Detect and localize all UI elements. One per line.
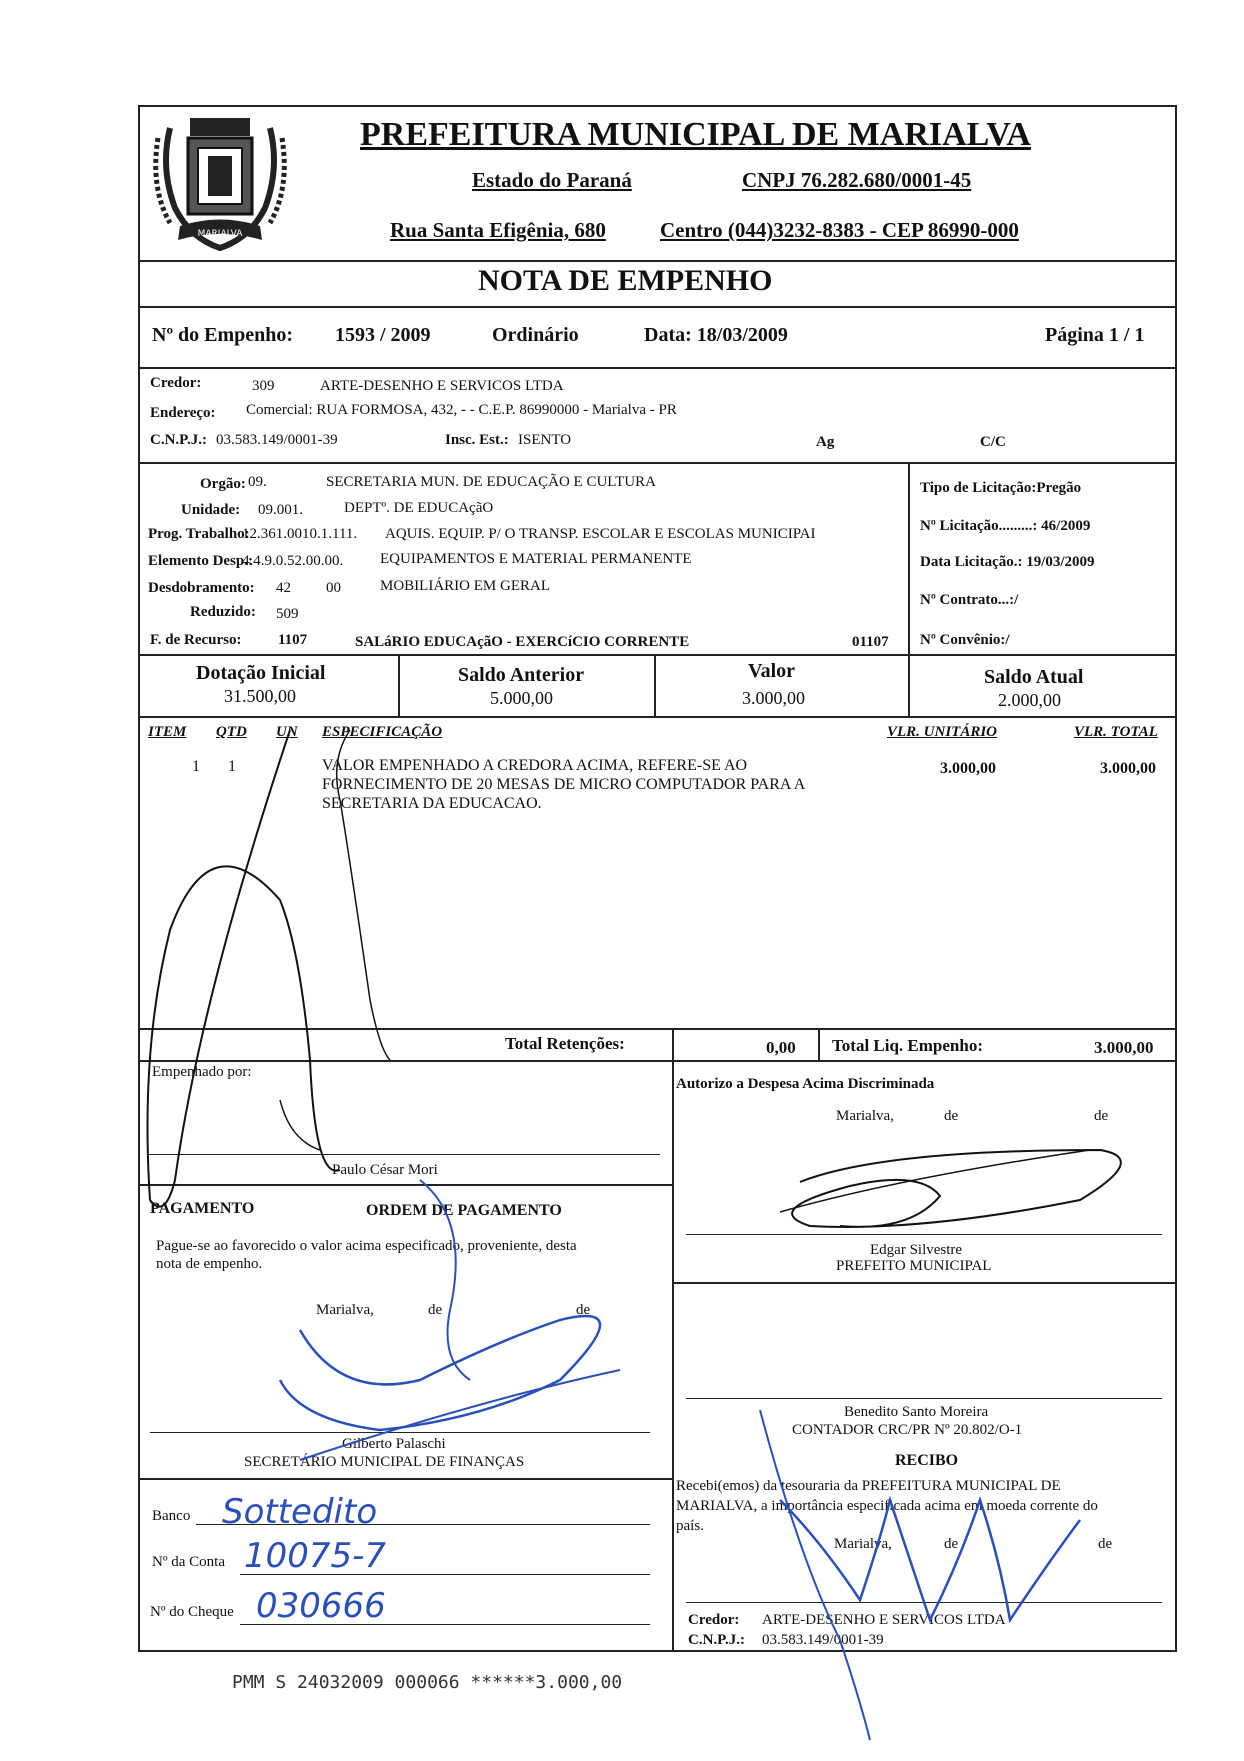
saldo-atual-value: 2.000,00 [998, 690, 1061, 710]
item-qtd: 1 [228, 758, 236, 775]
desd-label: Desdobramento: [148, 580, 255, 596]
svg-text:MARIALVA: MARIALVA [197, 229, 243, 239]
divider [138, 367, 1177, 369]
recibo-de2: de [1098, 1536, 1113, 1552]
desd-name: MOBILIÁRIO EM GERAL [380, 578, 550, 594]
district-phone-cep: Centro (044)3232-8383 - CEP 86990-000 [660, 218, 1019, 242]
unidade-code: 09.001. [258, 502, 303, 518]
cheque-handwritten: 030666 [256, 1586, 386, 1626]
cnpj-label: CNPJ 76.282.680/0001-45 [742, 168, 972, 192]
recibo-text: MARIALVA, a importância especificada acima em moeda corrente do [676, 1498, 1098, 1514]
pagamento-text: Pague-se ao favorecido o valor acima especificado, proveniente, desta [156, 1238, 577, 1254]
bank-stamp: PMM S 24032009 000066 ******3.000,00 [232, 1672, 623, 1693]
empenhado-label: Empenhado por: [152, 1064, 252, 1080]
prefeito-name: Edgar Silvestre [870, 1242, 963, 1258]
autorizo-de2: de [1094, 1108, 1109, 1124]
divider [908, 654, 910, 716]
divider [654, 654, 656, 716]
prog-label: Prog. Trabalho: [148, 526, 250, 542]
contrato-number: Nº Contrato...:/ [920, 592, 1019, 608]
autorizo-place: Marialva, [836, 1108, 894, 1124]
orgao-code: 09. [248, 474, 267, 490]
divider [672, 1060, 674, 1652]
col-total-value: VLR. TOTAL [1074, 724, 1158, 740]
ordem-pagamento-label: ORDEM DE PAGAMENTO [366, 1202, 562, 1219]
elem-name: EQUIPAMENTOS E MATERIAL PERMANENTE [380, 551, 692, 567]
item-spec-line: SECRETARIA DA EDUCACAO. [322, 795, 542, 812]
divider [398, 654, 400, 716]
cc-label: C/C [980, 434, 1006, 450]
banco-label: Banco [152, 1508, 191, 1524]
empenho-number: 1593 / 2009 [335, 324, 431, 346]
conta-handwritten: 10075-7 [244, 1536, 387, 1576]
col-item: ITEM [148, 724, 187, 740]
contador-name: Benedito Santo Moreira [844, 1404, 989, 1420]
licitacao-data: Data Licitação.: 19/03/2009 [920, 554, 1095, 570]
item-total-value: 3.000,00 [1100, 760, 1156, 777]
total-liquido-value: 3.000,00 [1094, 1038, 1154, 1057]
col-un: UN [276, 724, 298, 740]
unidade-label: Unidade: [181, 502, 241, 518]
frec-name: SALáRIO EDUCAçãO - EXERCíCIO CORRENTE [355, 634, 690, 650]
credor-address: Comercial: RUA FORMOSA, 432, - - C.E.P. 86990000 - Marialva - PR [246, 402, 677, 418]
prefeito-role: PREFEITO MUNICIPAL [836, 1258, 992, 1274]
pagamento-text: nota de empenho. [156, 1256, 263, 1272]
valor-value: 3.000,00 [742, 688, 805, 708]
elem-code: 4.4.9.0.52.00.00. [242, 553, 344, 569]
pagamento-place: Marialva, [316, 1302, 374, 1318]
recibo-title: RECIBO [895, 1452, 959, 1469]
signature-line [150, 1432, 650, 1433]
divider [138, 306, 1177, 308]
divider [138, 716, 1177, 718]
total-retencoes-label: Total Retenções: [505, 1034, 625, 1053]
desd-b: 00 [326, 580, 341, 596]
credor-name: ARTE-DESENHO E SERVICOS LTDA [320, 378, 564, 394]
signature-line [686, 1234, 1162, 1235]
autorizo-label: Autorizo a Despesa Acima Discriminada [676, 1076, 935, 1092]
recibo-de1: de [944, 1536, 959, 1552]
signature-line [148, 1154, 660, 1155]
contador-role: CONTADOR CRC/PR Nº 20.802/O-1 [792, 1422, 1023, 1438]
orgao-name: SECRETARIA MUN. DE EDUCAÇÃO E CULTURA [326, 474, 656, 490]
divider [908, 462, 910, 654]
divider [138, 462, 1177, 464]
cnpj-field-label: C.N.P.J.: [150, 432, 207, 448]
pagamento-label: PAGAMENTO [150, 1200, 255, 1217]
page-number: Página 1 / 1 [1045, 324, 1145, 346]
banco-handwritten: Sottedito [222, 1492, 378, 1532]
desd-a: 42 [276, 580, 291, 596]
prog-code: 12.361.0010.1.111. [242, 526, 358, 542]
divider [138, 1184, 672, 1186]
address-field-label: Endereço: [150, 405, 216, 421]
autorizo-de1: de [944, 1108, 959, 1124]
recibo-text: país. [676, 1518, 704, 1534]
empenhado-signer: Paulo César Mori [332, 1162, 438, 1178]
pagamento-de1: de [428, 1302, 443, 1318]
recibo-cnpj-label: C.N.P.J.: [688, 1632, 745, 1648]
total-retencoes-value: 0,00 [766, 1038, 796, 1057]
empenho-number-label: Nº do Empenho: [152, 324, 294, 346]
orgao-label: Orgão: [200, 476, 246, 492]
frec-number: 01107 [852, 634, 889, 650]
secretario-name: Gilberto Palaschi [342, 1436, 446, 1452]
col-spec: ESPECIFICAÇÃO [322, 724, 443, 740]
frec-label: F. de Recurso: [150, 632, 242, 648]
divider [138, 260, 1177, 262]
address-label: Rua Santa Efigênia, 680 [390, 218, 606, 242]
secretario-role: SECRETÁRIO MUNICIPAL DE FINANÇAS [244, 1454, 525, 1470]
unidade-name: DEPTº. DE EDUCAçãO [344, 500, 494, 516]
licitacao-tipo: Tipo de Licitação:Pregão [920, 480, 1082, 496]
item-spec-line: FORNECIMENTO DE 20 MESAS DE MICRO COMPUTADOR PARA A [322, 776, 806, 793]
prog-name: AQUIS. EQUIP. P/ O TRANSP. ESCOLAR E ESCOLAS MUNICIPAI [385, 526, 816, 542]
convenio-number: Nº Convênio:/ [920, 632, 1010, 648]
col-qtd: QTD [216, 724, 247, 740]
item-number: 1 [192, 758, 200, 775]
divider [138, 1028, 1177, 1030]
pagamento-de2: de [576, 1302, 591, 1318]
cheque-label: Nº do Cheque [150, 1604, 234, 1620]
saldo-atual-label: Saldo Atual [984, 666, 1084, 688]
ag-label: Ag [816, 434, 835, 450]
empenho-date: Data: 18/03/2009 [644, 324, 788, 346]
divider [138, 1060, 1177, 1062]
state-label: Estado do Paraná [472, 168, 632, 192]
credor-cnpj: 03.583.149/0001-39 [216, 432, 338, 448]
page-title: PREFEITURA MUNICIPAL DE MARIALVA [360, 116, 1031, 153]
credor-label: Credor: [150, 375, 202, 391]
divider [818, 1028, 820, 1060]
recibo-credor: ARTE-DESENHO E SERVICOS LTDA [762, 1612, 1006, 1628]
licitacao-numero: Nº Licitação.........: 46/2009 [920, 518, 1091, 534]
conta-label: Nº da Conta [152, 1554, 225, 1570]
signature-line [686, 1398, 1162, 1399]
divider [138, 654, 1177, 656]
credor-code: 309 [252, 378, 275, 394]
divider [672, 1282, 1177, 1284]
elem-label: Elemento Desp.: [148, 553, 253, 569]
dotacao-label: Dotação Inicial [196, 662, 326, 684]
insc-value: ISENTO [518, 432, 572, 448]
recibo-place: Marialva, [834, 1536, 892, 1552]
recibo-cnpj: 03.583.149/0001-39 [762, 1632, 884, 1648]
insc-label: Insc. Est.: [445, 432, 509, 448]
divider [138, 1478, 672, 1480]
signature-line [686, 1602, 1162, 1603]
saldo-anterior-value: 5.000,00 [490, 688, 553, 708]
item-spec-line: VALOR EMPENHADO A CREDORA ACIMA, REFERE-SE AO [322, 757, 748, 774]
saldo-anterior-label: Saldo Anterior [458, 664, 585, 686]
empenho-type: Ordinário [492, 324, 579, 346]
frec-code: 1107 [278, 632, 308, 648]
col-unit-value: VLR. UNITÁRIO [887, 724, 998, 740]
item-unit-value: 3.000,00 [940, 760, 996, 777]
recibo-credor-label: Credor: [688, 1612, 740, 1628]
total-liquido-label: Total Liq. Empenho: [832, 1036, 983, 1055]
dotacao-value: 31.500,00 [224, 686, 296, 706]
reduzido-label: Reduzido: [190, 604, 256, 620]
reduzido-value: 509 [276, 606, 299, 622]
recibo-text: Recebi(emos) da tesouraria da PREFEITURA MUNICIPAL DE [676, 1478, 1061, 1494]
document-type-title: NOTA DE EMPENHO [478, 264, 773, 297]
valor-label: Valor [748, 660, 796, 682]
divider [672, 1028, 674, 1060]
